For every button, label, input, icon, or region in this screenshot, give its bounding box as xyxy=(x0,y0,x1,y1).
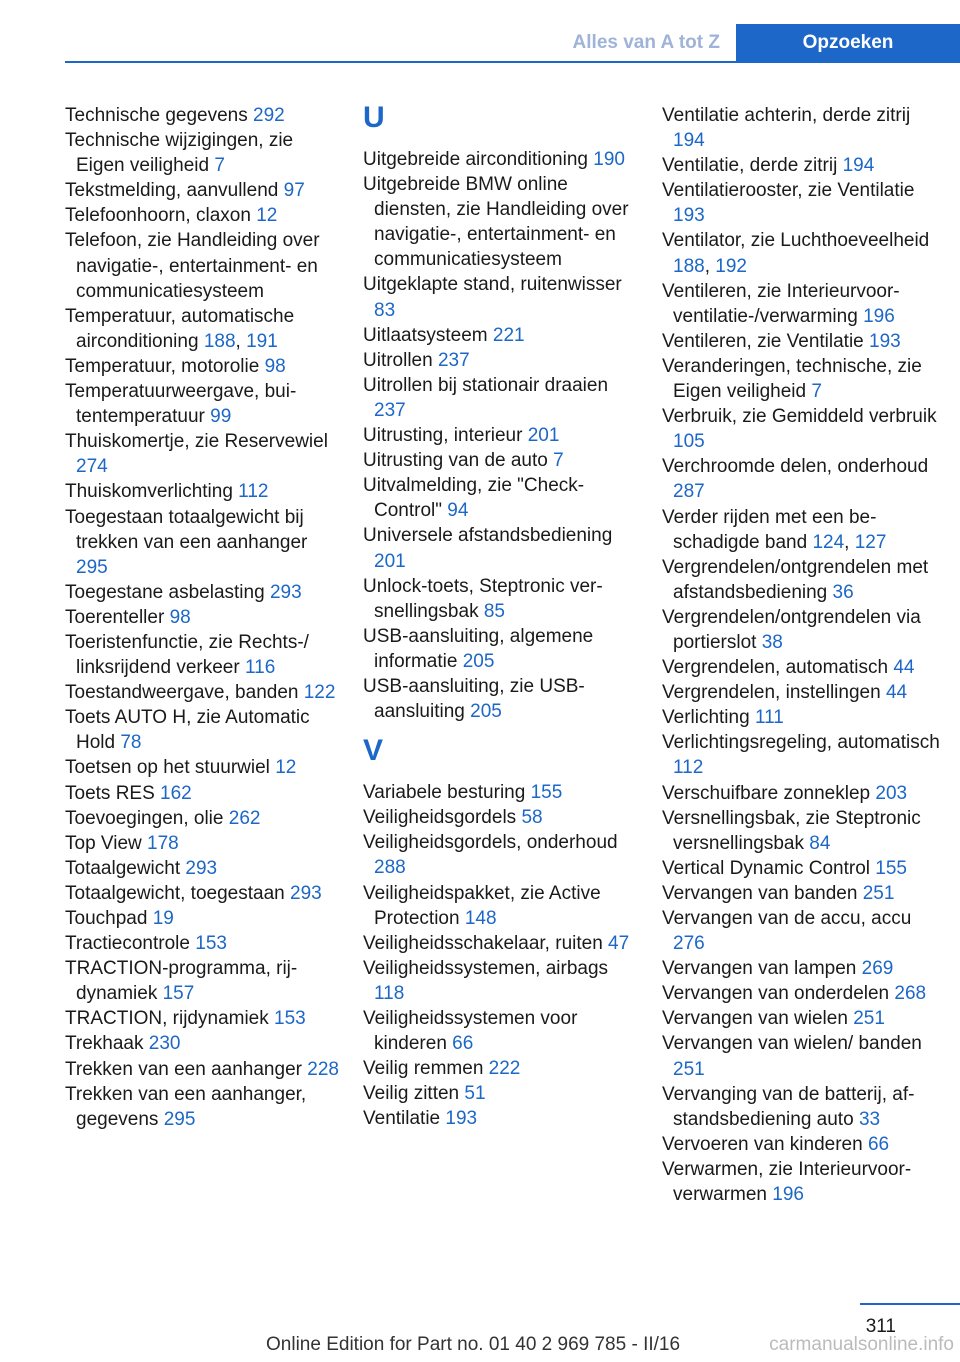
index-entry-term: Ventileren, zie Ventilatie xyxy=(662,330,870,352)
page-reference-link[interactable]: 84 xyxy=(809,832,831,854)
page-reference-link[interactable]: 98 xyxy=(169,606,191,628)
index-entry xyxy=(65,1082,340,1132)
index-entry-term: Trekken van een aanhanger, gegevens xyxy=(65,1083,307,1130)
index-entry: Ventilator, zie Luchthoeveelheid 188, 192 xyxy=(662,230,930,277)
index-entry xyxy=(662,981,942,1006)
index-entry xyxy=(65,806,340,831)
page-reference-link[interactable]: 97 xyxy=(283,180,305,202)
index-entry xyxy=(65,630,340,680)
page-reference-link[interactable]: 293 xyxy=(269,581,302,603)
index-entry xyxy=(363,674,638,724)
page-reference-link[interactable]: 196 xyxy=(863,305,895,327)
index-entry-term: Vervangen van banden xyxy=(662,882,863,904)
page-reference-link[interactable]: 205 xyxy=(470,701,502,723)
index-entry-term: Uitvalmelding, zie "Check-Control" xyxy=(363,475,585,522)
index-entry xyxy=(662,354,942,404)
page-reference-link[interactable]: 276 xyxy=(673,933,705,955)
index-entry-term: Uitgebreide airconditioning xyxy=(363,149,594,170)
index-entry-term: Telefoon, zie Handleiding over navigatie-, entertainment- en communicatiesysteem xyxy=(65,230,320,302)
index-entry-term: Telefoonhoorn, claxon xyxy=(65,205,257,227)
index-entry-term: Trekhaak xyxy=(65,1033,149,1055)
page-reference-link[interactable]: 201 xyxy=(527,425,560,447)
index-entry xyxy=(662,178,942,228)
index-entry-term: Veranderingen, technische, zie Eigen veiligheid xyxy=(662,355,922,403)
index-entry xyxy=(662,1132,942,1157)
page-reference-link[interactable]: 193 xyxy=(869,330,901,352)
index-entry xyxy=(363,323,638,348)
page-reference-link[interactable]: 191 xyxy=(246,330,278,352)
index-entry-term: Variabele besturing xyxy=(363,782,531,804)
index-entry xyxy=(662,329,942,354)
page-reference-link[interactable]: 94 xyxy=(447,500,469,522)
index-entry xyxy=(662,906,942,956)
index-entry xyxy=(662,1157,942,1207)
index-entry xyxy=(65,429,340,479)
index-entry xyxy=(65,379,340,429)
index-entry-term: Verchroomde delen, onderhoud xyxy=(662,456,929,478)
index-entry xyxy=(363,423,638,448)
index-entry xyxy=(363,1106,638,1131)
index-entry xyxy=(662,103,942,153)
index-entry-term: Uitgeklapte stand, ruitenwisser xyxy=(363,274,622,296)
index-entry-term: Veiligheidssystemen voor kinderen xyxy=(363,1008,578,1055)
index-column-2 xyxy=(363,103,638,1131)
index-entry-term: Versnellingsbak, zie Steptronic versnellingsbak xyxy=(662,807,921,854)
index-entry xyxy=(662,555,942,605)
index-entry-term: Uitrusting, interieur xyxy=(363,425,528,447)
index-entry xyxy=(363,448,638,473)
page-reference-link[interactable]: 188 xyxy=(673,255,705,277)
page-reference-link[interactable]: 122 xyxy=(303,682,336,704)
index-entry-term: Ventilatierooster, zie Ventilatie xyxy=(662,180,915,202)
page-reference-link[interactable]: 83 xyxy=(374,299,396,321)
index-entry-term: Vervangen van onderdelen xyxy=(662,983,895,1005)
index-entry-term: Vervangen van lampen xyxy=(662,958,862,980)
index-entry-term: Vervoeren van kinderen xyxy=(662,1133,868,1155)
index-entry xyxy=(363,881,638,931)
index-column-3 xyxy=(662,103,942,1207)
index-entry-term: Toerenteller xyxy=(65,606,170,628)
index-entry xyxy=(662,781,942,806)
index-entry-term: Touchpad xyxy=(65,908,153,929)
index-entry-term: Vergrendelen, automatisch xyxy=(662,657,894,679)
index-entry xyxy=(65,1031,340,1056)
index-entry xyxy=(662,856,942,881)
index-entry xyxy=(662,153,942,178)
index-entry-term: Temperatuurweergave, buitentemperatuur xyxy=(65,381,297,428)
index-entry-term: Verwarmen, zie Interieurvoorverwarmen xyxy=(662,1158,912,1206)
footer-rule xyxy=(860,1303,960,1305)
page-reference-link[interactable]: 112 xyxy=(238,481,269,503)
page-reference-link[interactable]: 221 xyxy=(492,324,525,346)
page-reference-link[interactable]: 188 xyxy=(203,330,236,352)
page-reference-link[interactable]: 66 xyxy=(867,1133,890,1155)
index-entry-term: Trekken van een aanhanger xyxy=(65,1058,308,1080)
chapter-tab[interactable]: Opzoeken xyxy=(736,24,960,62)
index-entry-term: Toets AUTO H, zie Automatic Hold xyxy=(65,707,310,754)
page-reference-link[interactable]: 47 xyxy=(608,932,630,954)
index-entry-term: Vertical Dynamic Control xyxy=(662,857,876,879)
page-reference-link[interactable]: 98 xyxy=(264,355,286,377)
page-reference-link[interactable]: 192 xyxy=(715,255,747,277)
index-entry xyxy=(65,103,340,128)
index-entry-term: Veiligheidsgordels, onderhoud xyxy=(363,832,618,854)
index-entry-term: Verlichtingsregeling, automatisch xyxy=(662,732,940,754)
index-entry-term: Veilig remmen xyxy=(363,1058,489,1080)
index-entry xyxy=(65,228,340,303)
page-reference-link[interactable]: 222 xyxy=(488,1058,521,1080)
index-entry-term: Tractiecontrole xyxy=(65,933,196,955)
edition-note: Online Edition for Part no. 01 40 2 969 785 - II/16 xyxy=(266,1334,681,1355)
page-reference-link[interactable]: 33 xyxy=(858,1108,881,1130)
header-rule xyxy=(65,61,960,63)
page-reference-link[interactable]: 111 xyxy=(754,707,784,729)
page-reference-link[interactable]: 193 xyxy=(445,1108,478,1130)
index-entry-term: Thuiskomverlichting xyxy=(65,481,239,503)
index-column-1 xyxy=(65,103,340,1132)
index-entry xyxy=(65,1057,340,1082)
index-entry xyxy=(363,931,638,956)
page-reference-link[interactable]: 228 xyxy=(307,1058,339,1080)
index-entry-term: TRACTION, rijdynamiek xyxy=(65,1008,275,1030)
index-entry-term: Uitgebreide BMW online diensten, zie Handleiding over navigatie-, entertainment- en communicatiesysteem xyxy=(363,174,629,271)
page-reference-link[interactable]: 295 xyxy=(76,556,108,578)
index-entry-term: Toevoegingen, olie xyxy=(65,807,229,829)
index-entry-term: Vervangen van de accu, accu xyxy=(662,908,912,929)
index-entry-term: Technische wijzigingen, zie Eigen veiligheid xyxy=(65,130,294,177)
page-reference-link[interactable]: 38 xyxy=(761,631,783,653)
page-reference-link[interactable]: 153 xyxy=(274,1008,306,1030)
index-entry xyxy=(662,730,942,780)
index-entry-term: Unlock-toets, Steptronic versnellingsbak xyxy=(363,575,603,622)
page-reference-link[interactable]: 251 xyxy=(673,1058,705,1080)
page-reference-link[interactable]: 36 xyxy=(832,581,854,603)
index-entry-term: Uitrusting van de auto xyxy=(363,450,554,472)
page-reference-link[interactable]: 190 xyxy=(593,149,625,170)
page-reference-link[interactable]: 162 xyxy=(160,782,192,804)
index-entry-term: TRACTION-programma, rijdynamiek xyxy=(65,958,298,1005)
index-entry-term: Vervanging van de batterij, afstandsbediening auto xyxy=(662,1083,915,1130)
index-entry xyxy=(662,1006,942,1031)
page-reference-link[interactable]: 178 xyxy=(147,832,179,854)
page-reference-link[interactable]: 262 xyxy=(228,807,261,829)
page-reference-link[interactable]: 274 xyxy=(76,456,108,478)
site-watermark: carmanualsonline.info xyxy=(769,1334,954,1355)
index-entry-term: Uitrollen xyxy=(363,349,438,371)
page-reference-link[interactable]: 19 xyxy=(152,908,174,929)
page-reference-link[interactable]: 153 xyxy=(195,933,227,955)
index-entry xyxy=(662,806,942,856)
index-entry-term: Vergrendelen/ontgrendelen via portierslot xyxy=(662,606,921,653)
index-entry-term: Ventilatie achterin, derde zitrij xyxy=(662,105,911,126)
index-entry xyxy=(662,404,942,454)
index-entry-term: USB-aansluiting, zie USB-aansluiting xyxy=(363,675,585,723)
index-entry xyxy=(662,605,942,655)
page-reference-link[interactable]: 85 xyxy=(483,600,505,622)
index-entry-term: Temperatuur, automatische airconditioning xyxy=(65,305,295,352)
page-header xyxy=(557,24,960,62)
page-reference-link[interactable]: 12 xyxy=(275,757,297,779)
page-reference-link[interactable]: 7 xyxy=(811,381,822,403)
index-entry-term: Toets RES xyxy=(65,782,161,804)
index-entry xyxy=(65,881,340,906)
index-entry xyxy=(662,956,942,981)
page-reference-link[interactable]: 118 xyxy=(374,982,405,1004)
page-reference-link[interactable]: 193 xyxy=(673,205,705,227)
index-entry xyxy=(363,780,638,805)
index-entry xyxy=(65,203,340,228)
page-reference-link[interactable]: 196 xyxy=(772,1184,804,1206)
page-reference-link[interactable]: 7 xyxy=(214,155,225,177)
index-entry-term: Technische gegevens xyxy=(65,105,254,126)
index-entry-term: Veiligheidsschakelaar, ruiten xyxy=(363,932,609,954)
index-entry xyxy=(662,454,942,504)
page-reference-link[interactable]: 205 xyxy=(462,650,495,672)
page-reference-link[interactable]: 58 xyxy=(521,807,543,829)
page-reference-link[interactable]: 251 xyxy=(862,882,895,904)
index-entry xyxy=(363,1081,638,1106)
index-entry-term: Toegestane asbelasting xyxy=(65,581,270,603)
index-entry xyxy=(363,1006,638,1056)
page-reference-link[interactable]: 44 xyxy=(885,682,908,704)
index-entry xyxy=(65,956,340,1006)
index-entry xyxy=(662,1031,942,1081)
page-reference-link[interactable]: 293 xyxy=(185,857,218,879)
index-entry-term: Verlichting xyxy=(662,707,755,729)
index-entry xyxy=(65,931,340,956)
index-entry-term: Veiligheidsgordels xyxy=(363,807,522,829)
index-entry-term: Veiligheidssystemen, airbags xyxy=(363,957,609,979)
page-reference-link[interactable]: 293 xyxy=(290,882,322,904)
index-entry-term: Temperatuur, motorolie xyxy=(65,355,265,377)
index-entry xyxy=(363,373,638,423)
index-entry xyxy=(65,856,340,881)
index-entry-term: Universele afstandsbediening xyxy=(363,525,613,547)
page-reference-link[interactable]: 201 xyxy=(374,550,406,572)
index-entry-term: Toeristenfunctie, zie Rechts-/ linksrijdend verkeer xyxy=(65,631,309,679)
index-entry xyxy=(65,906,340,931)
index-entry-term: Vergrendelen, instellingen xyxy=(662,682,886,704)
index-entry xyxy=(65,128,340,178)
index-entry xyxy=(363,147,638,172)
index-entry-term: Totaalgewicht xyxy=(65,857,186,879)
index-entry xyxy=(65,831,340,856)
index-entry xyxy=(363,956,638,1006)
page-reference-link[interactable]: 116 xyxy=(244,657,276,679)
page-number: 311 xyxy=(865,1316,896,1337)
page-reference-link[interactable]: 288 xyxy=(374,857,406,879)
index-entry-term: Veiligheidspakket, zie Active Protection xyxy=(363,882,601,929)
index-entry-term: Uitrollen bij stationair draaien xyxy=(363,374,609,396)
index-entry xyxy=(65,680,340,705)
page-reference-link[interactable]: 237 xyxy=(374,399,406,421)
index-entry-term: Thuiskomertje, zie Reservewiel xyxy=(65,431,328,453)
index-entry-term: Toetsen op het stuurwiel xyxy=(65,757,276,779)
page-reference-link[interactable]: 66 xyxy=(452,1033,474,1055)
index-entry-term: Top View xyxy=(65,832,148,854)
index-entry-term: Ventileren, zie Interieurvoorventilatie-/verwarming xyxy=(662,280,900,327)
index-entry-term: Veilig zitten xyxy=(363,1083,465,1105)
page-reference-link[interactable]: 148 xyxy=(464,907,497,929)
index-entry: Verder rijden met een beschadigde band 124, 127 xyxy=(662,506,887,553)
index-entry-term: Verschuifbare zonneklep xyxy=(662,782,876,804)
page-reference-link[interactable]: 127 xyxy=(854,531,887,553)
page-reference-link[interactable]: 194 xyxy=(673,130,705,152)
index-entry-term: Vergrendelen/ontgrendelen met afstandsbediening xyxy=(662,556,929,603)
index-entry xyxy=(65,755,340,780)
index-entry-term: Toestandweergave, banden xyxy=(65,682,304,704)
index-entry xyxy=(65,781,340,806)
page-reference-link[interactable]: 292 xyxy=(253,105,285,126)
page-reference-link[interactable]: 230 xyxy=(148,1033,181,1055)
index-entry xyxy=(363,473,638,523)
index-entry xyxy=(65,1006,340,1031)
page-reference-link[interactable]: 237 xyxy=(437,349,470,371)
index-entry xyxy=(662,655,942,680)
index-entry-term: USB-aansluiting, algemene informatie xyxy=(363,625,594,672)
page-reference-link[interactable]: 99 xyxy=(210,406,232,428)
index-entry xyxy=(65,580,340,605)
page-reference-link[interactable]: 194 xyxy=(842,155,875,177)
index-entry xyxy=(363,624,638,674)
index-entry xyxy=(662,705,942,730)
index-entry xyxy=(65,178,340,203)
index-entry-term: Uitlaatsysteem xyxy=(363,324,493,346)
page-reference-link[interactable]: 112 xyxy=(673,757,704,779)
page-reference-link[interactable]: 287 xyxy=(673,481,705,503)
index-entry-term: Vervangen van wielen xyxy=(662,1008,854,1030)
page-reference-link[interactable]: 44 xyxy=(893,657,915,679)
index-entry xyxy=(363,1056,638,1081)
index-entry-term: Vervangen van wielen/ banden xyxy=(662,1033,922,1055)
page-reference-link[interactable]: 7 xyxy=(553,450,564,472)
page-reference-link[interactable]: 12 xyxy=(256,205,278,227)
index-entry xyxy=(65,505,340,580)
index-entry-term: Ventilatie, derde zitrij xyxy=(662,155,843,177)
index-entry xyxy=(65,479,340,504)
page-reference-link[interactable]: 105 xyxy=(673,431,705,453)
index-entry xyxy=(662,279,942,329)
index-entry xyxy=(363,830,638,880)
page-reference-link[interactable]: 51 xyxy=(464,1083,486,1105)
index-entry-term: Toegestaan totaalgewicht bij trekken van een aanhanger xyxy=(65,506,308,553)
page-reference-link[interactable]: 268 xyxy=(894,983,927,1005)
page-reference-link[interactable]: 295 xyxy=(163,1108,196,1130)
page-reference-link[interactable]: 251 xyxy=(853,1008,885,1030)
index-entry xyxy=(662,881,942,906)
page-reference-link[interactable]: 124 xyxy=(812,531,845,553)
index-entry: Temperatuur, automatische airconditioning 188, 191 xyxy=(65,305,295,352)
index-entry-term: Verder rijden met een beschadigde band xyxy=(662,506,877,553)
index-entry-term: Tekstmelding, aanvullend xyxy=(65,180,284,202)
page-reference-link[interactable]: 269 xyxy=(861,958,894,980)
index-entry-term: Ventilator, zie Luchthoeveelheid xyxy=(662,230,930,252)
page-reference-link[interactable]: 78 xyxy=(120,732,142,754)
index-entry xyxy=(65,605,340,630)
page-reference-link[interactable]: 155 xyxy=(875,857,907,879)
index-entry xyxy=(65,705,340,755)
index-entry-term: Totaalgewicht, toegestaan xyxy=(65,882,290,904)
index-entry-term: Verbruik, zie Gemiddeld verbruik xyxy=(662,406,937,428)
index-letter-heading: V xyxy=(363,734,384,768)
index-entry-term: Ventilatie xyxy=(363,1108,446,1130)
page-reference-link[interactable]: 157 xyxy=(162,983,195,1005)
index-entry xyxy=(363,172,638,272)
index-entry xyxy=(363,272,638,322)
index-entry xyxy=(65,354,340,379)
page-reference-link[interactable]: 155 xyxy=(530,782,563,804)
index-letter-heading: U xyxy=(363,101,385,134)
page-reference-link[interactable]: 203 xyxy=(875,782,908,804)
index-entry xyxy=(363,574,638,624)
index-entry xyxy=(363,523,638,573)
index-entry xyxy=(363,348,638,373)
section-title: Alles van A tot Z xyxy=(572,32,720,53)
index-entry xyxy=(662,680,942,705)
index-entry xyxy=(662,1082,942,1132)
index-entry xyxy=(363,805,638,830)
